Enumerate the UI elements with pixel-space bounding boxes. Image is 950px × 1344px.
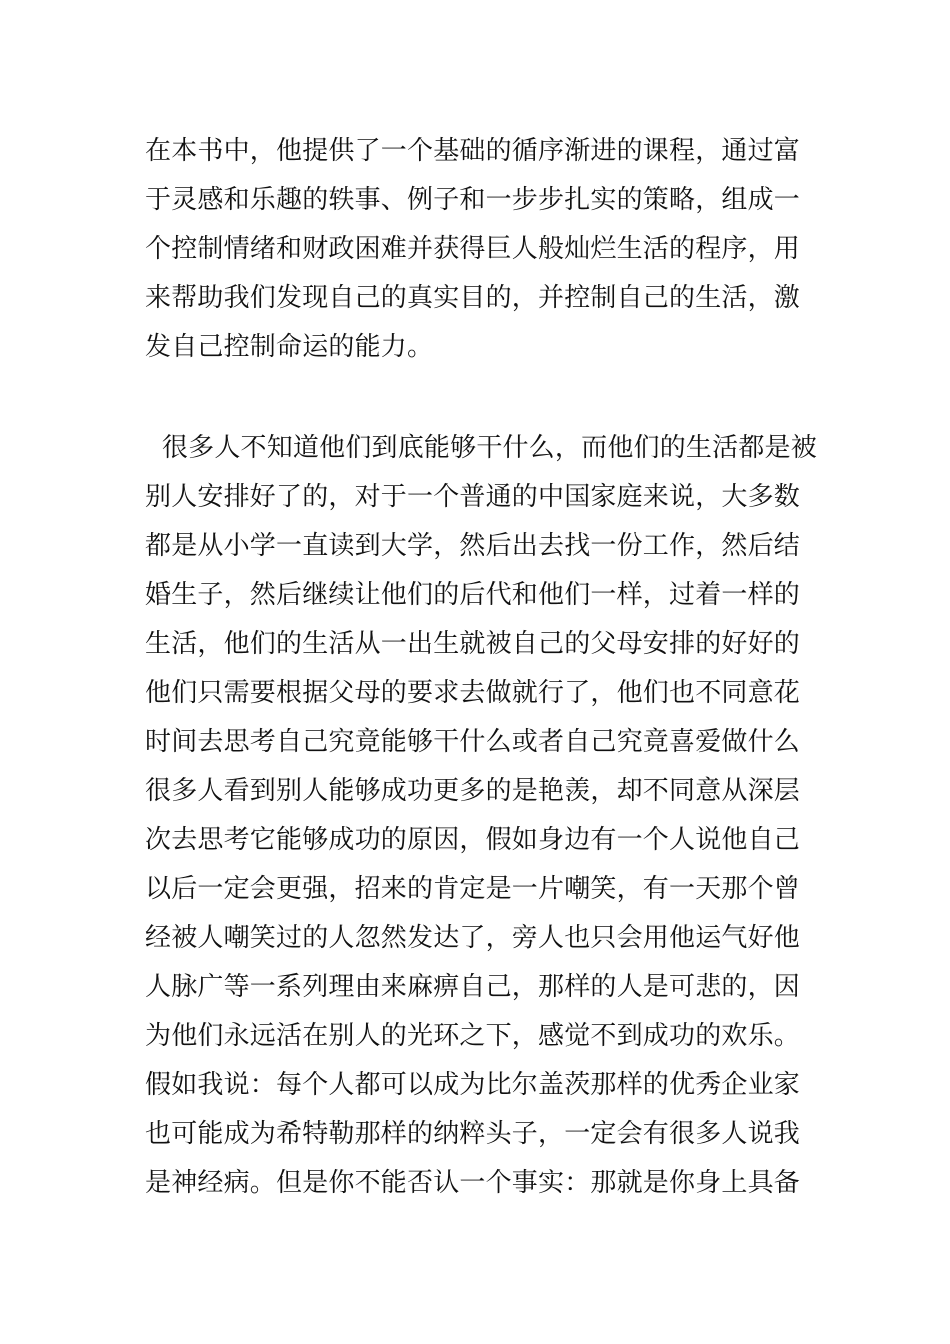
paragraph-2-line-4: 婚生子，然后继续让他们的后代和他们一样，过着一样的 xyxy=(145,580,801,610)
paragraph-2-line-8: 很多人看到别人能够成功更多的是艳羡，却不同意从深层 xyxy=(145,776,801,806)
paragraph-1-line-4: 来帮助我们发现自己的真实目的，并控制自己的生活，激 xyxy=(145,283,801,313)
paragraph-2-line-13: 为他们永远活在别人的光环之下，感觉不到成功的欢乐。 xyxy=(145,1021,801,1051)
paragraph-2-line-1: 很多人不知道他们到底能够干什么，而他们的生活都是被 xyxy=(145,433,817,463)
paragraph-1-line-3: 个控制情绪和财政困难并获得巨人般灿烂生活的程序，用 xyxy=(145,234,801,264)
paragraph-2-line-6: 他们只需要根据父母的要求去做就行了，他们也不同意花 xyxy=(145,678,801,708)
paragraph-2-line-5: 生活，他们的生活从一出生就被自己的父母安排的好好的 xyxy=(145,629,801,659)
paragraph-1-line-2: 于灵感和乐趣的轶事、例子和一步步扎实的策略，组成一 xyxy=(145,185,801,215)
paragraph-2-line-2: 别人安排好了的，对于一个普通的中国家庭来说，大多数 xyxy=(145,482,801,512)
paragraph-2-line-15: 也可能成为希特勒那样的纳粹头子，一定会有很多人说我 xyxy=(145,1119,801,1149)
paragraph-2-line-9: 次去思考它能够成功的原因，假如身边有一个人说他自己 xyxy=(145,825,801,855)
paragraph-2-line-3: 都是从小学一直读到大学，然后出去找一份工作，然后结 xyxy=(145,531,801,561)
paragraph-1-line-1: 在本书中，他提供了一个基础的循序渐进的课程，通过富 xyxy=(145,136,801,166)
paragraph-2-line-16: 是神经病。但是你不能否认一个事实：那就是你身上具备 xyxy=(145,1168,801,1198)
paragraph-2-line-11: 经被人嘲笑过的人忽然发达了，旁人也只会用他运气好他 xyxy=(145,923,801,953)
paragraph-2-line-14: 假如我说：每个人都可以成为比尔盖茨那样的优秀企业家 xyxy=(145,1070,801,1100)
paragraph-2-line-12: 人脉广等一系列理由来麻痹自己，那样的人是可悲的，因 xyxy=(145,972,801,1002)
paragraph-2-line-10: 以后一定会更强，招来的肯定是一片嘲笑，有一天那个曾 xyxy=(145,874,801,904)
paragraph-1-line-5: 发自己控制命运的能力。 xyxy=(145,332,434,362)
paragraph-2-line-7: 时间去思考自己究竟能够干什么或者自己究竟喜爱做什么 xyxy=(145,727,801,757)
